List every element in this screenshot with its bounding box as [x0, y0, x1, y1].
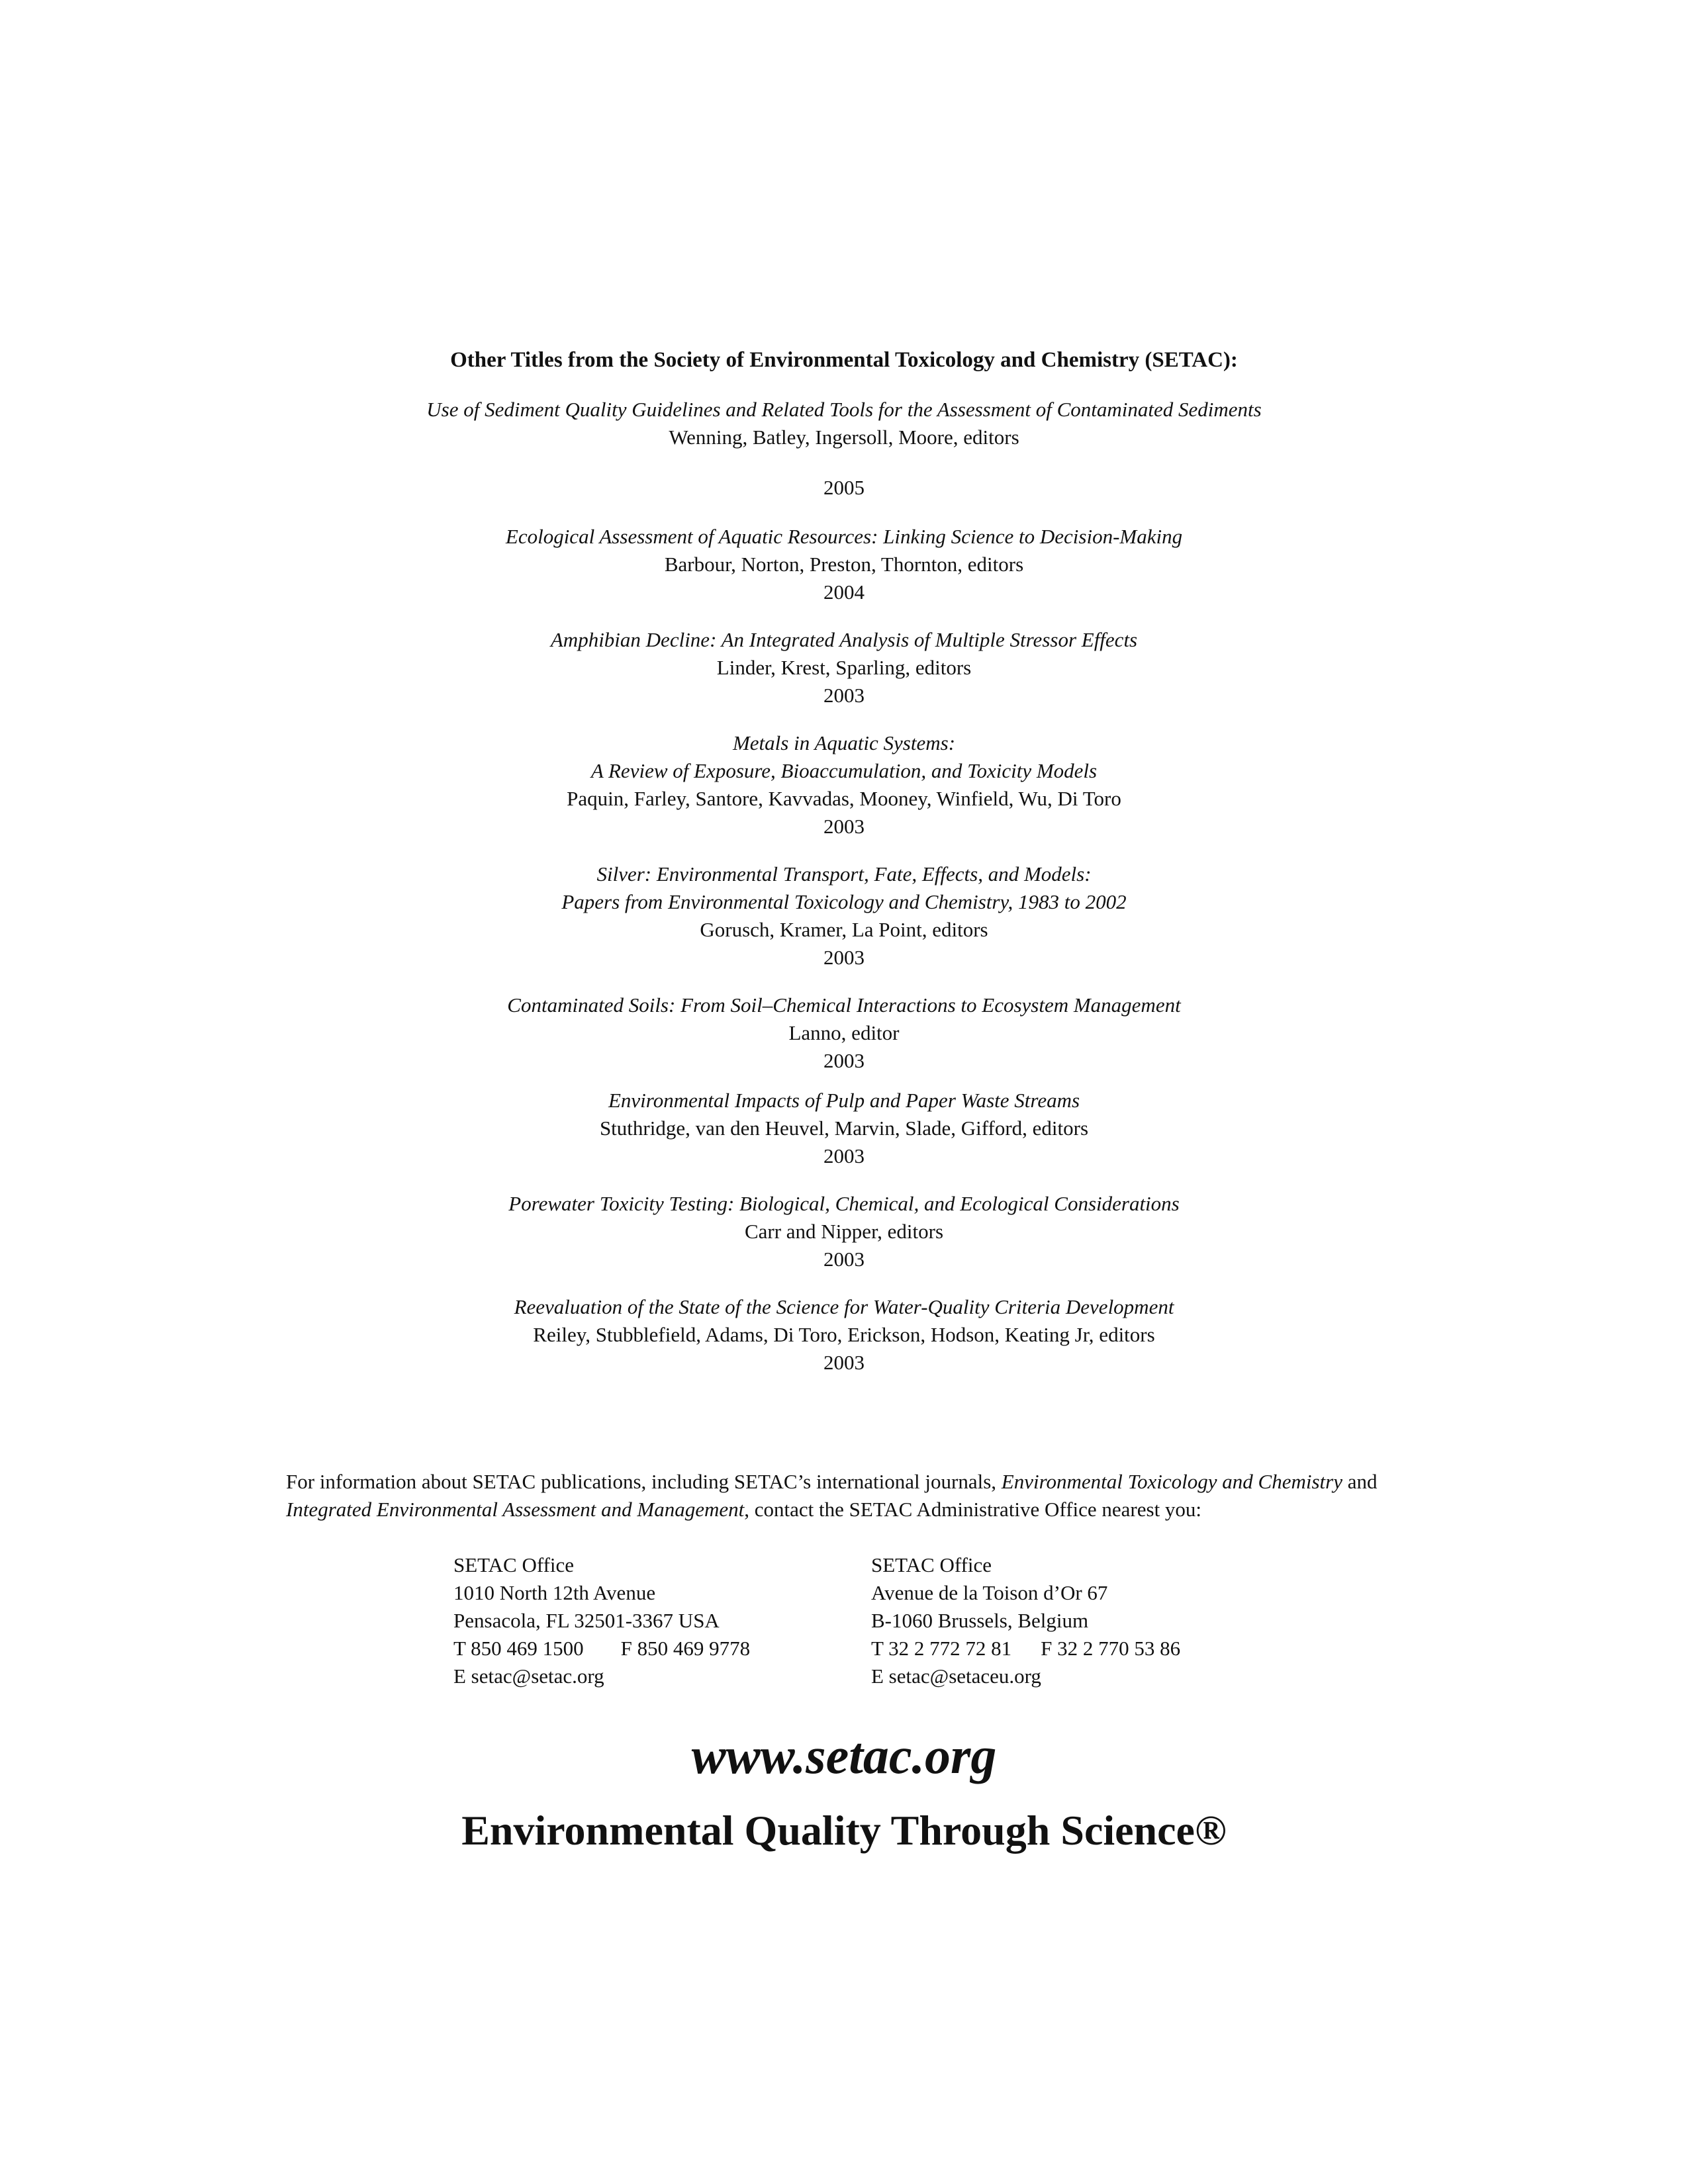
title-entry	[0, 860, 1688, 972]
office-name: SETAC Office	[453, 1553, 575, 1576]
office-address-usa	[453, 1551, 750, 1690]
title-text: Amphibian Decline: An Integrated Analysis of Multiple Stressor Effects	[550, 628, 1138, 651]
title-text: Silver: Environmental Transport, Fate, Effects, and Models:	[596, 862, 1092, 886]
title-editors: Gorusch, Kramer, La Point, editors	[700, 918, 988, 941]
title-text: Porewater Toxicity Testing: Biological, Chemical, and Ecological Considerations	[508, 1192, 1180, 1215]
website-url: www.setac.org	[691, 1727, 997, 1784]
title-entry	[0, 1293, 1688, 1377]
title-editors: Barbour, Norton, Preston, Thornton, editors	[664, 553, 1024, 576]
title-text: Environmental Impacts of Pulp and Paper Waste Streams	[608, 1089, 1080, 1112]
title-text: Papers from Environmental Toxicology and Chemistry, 1983 to 2002	[561, 890, 1127, 913]
info-text: For information about SETAC publications, including SETAC’s international journals,	[286, 1470, 1002, 1493]
office-city: Pensacola, FL 32501-3367 USA	[453, 1609, 720, 1632]
title-entry	[0, 626, 1688, 709]
office-phone: T 850 469 1500	[453, 1637, 584, 1660]
office-phone-fax	[453, 1635, 750, 1662]
title-entry	[0, 1087, 1688, 1170]
slogan: Environmental Quality Through Science®	[461, 1807, 1227, 1854]
office-fax: F 850 469 9778	[620, 1637, 751, 1660]
office-email: E setac@setaceu.org	[871, 1664, 1041, 1688]
office-name: SETAC Office	[871, 1553, 992, 1576]
title-entry	[0, 729, 1688, 841]
title-editors: Reiley, Stubblefield, Adams, Di Toro, Erickson, Hodson, Keating Jr, editors	[533, 1323, 1155, 1346]
title-text: Use of Sediment Quality Guidelines and Related Tools for the Assessment of Contaminated Sediments	[426, 398, 1262, 421]
title-year: 2005	[823, 476, 865, 499]
info-text: and	[1342, 1470, 1378, 1493]
title-year: 2003	[823, 1351, 865, 1374]
office-street: 1010 North 12th Avenue	[453, 1581, 656, 1604]
info-text: , contact the SETAC Administrative Office nearest you:	[744, 1498, 1202, 1521]
publications-info	[286, 1468, 1411, 1524]
page-heading: Other Titles from the Society of Environmental Toxicology and Chemistry (SETAC):	[450, 348, 1238, 372]
title-entry	[0, 1190, 1688, 1273]
title-editors: Linder, Krest, Sparling, editors	[716, 656, 972, 679]
title-editors: Wenning, Batley, Ingersoll, Moore, editors	[669, 426, 1019, 449]
title-entry	[0, 991, 1688, 1075]
office-address-europe	[871, 1551, 1180, 1690]
title-editors: Paquin, Farley, Santore, Kavvadas, Mooney, Winfield, Wu, Di Toro	[567, 787, 1121, 810]
journal-title: Integrated Environmental Assessment and Management	[286, 1498, 745, 1521]
office-street: Avenue de la Toison d’Or 67	[871, 1581, 1108, 1604]
title-year: 2003	[823, 1049, 865, 1072]
title-year: 2003	[823, 684, 865, 707]
title-text: Reevaluation of the State of the Science for Water-Quality Criteria Development	[514, 1295, 1174, 1318]
title-year: 2004	[823, 580, 865, 604]
office-email: E setac@setac.org	[453, 1664, 604, 1688]
title-year: 2003	[823, 1248, 865, 1271]
title-text: Ecological Assessment of Aquatic Resources: Linking Science to Decision-Making	[505, 525, 1183, 548]
office-city: B-1060 Brussels, Belgium	[871, 1609, 1089, 1632]
title-year: 2003	[823, 946, 865, 969]
title-text: Contaminated Soils: From Soil–Chemical Interactions to Ecosystem Management	[507, 993, 1181, 1017]
title-editors: Stuthridge, van den Heuvel, Marvin, Slade, Gifford, editors	[599, 1116, 1089, 1140]
title-entry	[0, 396, 1688, 502]
title-editors: Carr and Nipper, editors	[744, 1220, 944, 1243]
title-text: Metals in Aquatic Systems:	[732, 731, 956, 754]
journal-title: Environmental Toxicology and Chemistry	[1001, 1470, 1342, 1493]
title-year: 2003	[823, 815, 865, 838]
office-fax: F 32 2 770 53 86	[1041, 1637, 1181, 1660]
title-text: A Review of Exposure, Bioaccumulation, and Toxicity Models	[590, 759, 1098, 782]
title-editors: Lanno, editor	[788, 1021, 900, 1044]
titles-list	[0, 396, 1688, 1377]
office-phone-fax	[871, 1635, 1180, 1662]
title-entry	[0, 523, 1688, 606]
title-year: 2003	[823, 1144, 865, 1167]
office-phone: T 32 2 772 72 81	[871, 1637, 1012, 1660]
